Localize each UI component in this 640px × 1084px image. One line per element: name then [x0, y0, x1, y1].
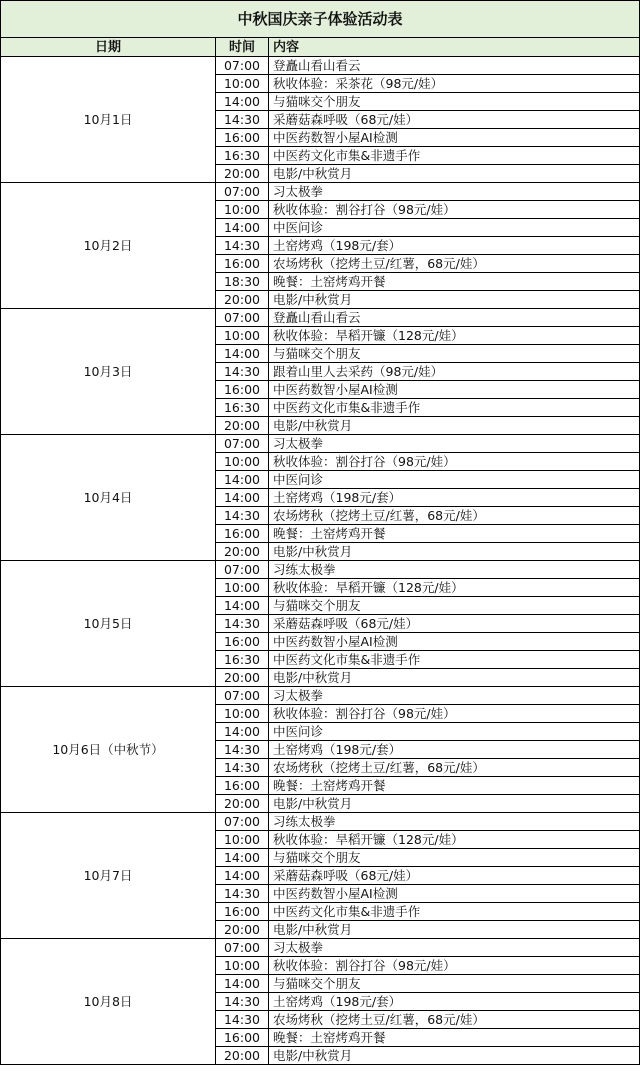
content-cell: 与猫咪交个朋友 — [269, 345, 640, 363]
time-cell: 14:30 — [216, 885, 269, 903]
content-cell: 中医药文化市集&非遗手作 — [269, 903, 640, 921]
time-cell: 14:30 — [216, 507, 269, 525]
time-cell: 14:00 — [216, 867, 269, 885]
time-cell: 16:30 — [216, 147, 269, 165]
header-content: 内容 — [269, 38, 640, 57]
time-cell: 14:00 — [216, 219, 269, 237]
content-cell: 采蘑菇森呼吸（68元/娃） — [269, 615, 640, 633]
time-cell: 14:00 — [216, 975, 269, 993]
table-row — [1, 687, 640, 705]
content-cell: 晚餐：土窑烤鸡开餐 — [269, 525, 640, 543]
time-cell: 20:00 — [216, 543, 269, 561]
time-cell: 14:30 — [216, 1011, 269, 1029]
content-cell: 农场烤秋（挖烤土豆/红薯，68元/娃） — [269, 759, 640, 777]
content-cell: 与猫咪交个朋友 — [269, 849, 640, 867]
time-cell: 16:00 — [216, 381, 269, 399]
content-cell: 农场烤秋（挖烤土豆/红薯，68元/娃） — [269, 1011, 640, 1029]
content-cell: 习太极拳 — [269, 183, 640, 201]
time-cell: 16:00 — [216, 777, 269, 795]
time-cell: 14:00 — [216, 723, 269, 741]
time-cell: 07:00 — [216, 183, 269, 201]
time-cell: 16:30 — [216, 651, 269, 669]
date-cell: 10月1日 — [1, 57, 216, 183]
time-cell: 16:00 — [216, 525, 269, 543]
date-cell: 10月3日 — [1, 309, 216, 435]
time-cell: 20:00 — [216, 291, 269, 309]
content-cell: 土窑烤鸡（198元/套） — [269, 489, 640, 507]
content-cell: 习练太极拳 — [269, 813, 640, 831]
content-cell: 农场烤秋（挖烤土豆/红薯，68元/娃） — [269, 507, 640, 525]
content-cell: 习太极拳 — [269, 435, 640, 453]
time-cell: 10:00 — [216, 201, 269, 219]
time-cell: 14:00 — [216, 93, 269, 111]
content-cell: 电影/中秋赏月 — [269, 921, 640, 939]
time-cell: 14:30 — [216, 741, 269, 759]
time-cell: 10:00 — [216, 75, 269, 93]
time-cell: 07:00 — [216, 939, 269, 957]
content-cell: 跟着山里人去采药（98元/娃） — [269, 363, 640, 381]
table-title: 中秋国庆亲子体验活动表 — [1, 1, 640, 38]
content-cell: 中医问诊 — [269, 219, 640, 237]
content-cell: 秋收体验：采茶花（98元/娃） — [269, 75, 640, 93]
content-cell: 中医药文化市集&非遗手作 — [269, 399, 640, 417]
content-cell: 中医药数智小屋AI检测 — [269, 633, 640, 651]
time-cell: 14:00 — [216, 489, 269, 507]
table-row — [1, 813, 640, 831]
table-row — [1, 435, 640, 453]
date-cell: 10月5日 — [1, 561, 216, 687]
header-time: 时间 — [216, 38, 269, 57]
time-cell: 14:00 — [216, 597, 269, 615]
content-cell: 晚餐：土窑烤鸡开餐 — [269, 777, 640, 795]
content-cell: 中医问诊 — [269, 471, 640, 489]
content-cell: 中医药数智小屋AI检测 — [269, 885, 640, 903]
time-cell: 10:00 — [216, 831, 269, 849]
time-cell: 20:00 — [216, 1047, 269, 1065]
schedule-body — [1, 57, 640, 1065]
content-cell: 秋收体验：割谷打谷（98元/娃） — [269, 705, 640, 723]
content-cell: 电影/中秋赏月 — [269, 795, 640, 813]
content-cell: 秋收体验：旱稻开镰（128元/娃） — [269, 579, 640, 597]
date-cell: 10月7日 — [1, 813, 216, 939]
time-cell: 16:00 — [216, 1029, 269, 1047]
content-cell: 采蘑菇森呼吸（68元/娃） — [269, 867, 640, 885]
content-cell: 电影/中秋赏月 — [269, 417, 640, 435]
content-cell: 习太极拳 — [269, 939, 640, 957]
content-cell: 秋收体验：旱稻开镰（128元/娃） — [269, 327, 640, 345]
content-cell: 土窑烤鸡（198元/套） — [269, 993, 640, 1011]
time-cell: 10:00 — [216, 327, 269, 345]
time-cell: 16:00 — [216, 633, 269, 651]
content-cell: 电影/中秋赏月 — [269, 543, 640, 561]
header-row — [1, 38, 640, 57]
time-cell: 10:00 — [216, 579, 269, 597]
content-cell: 晚餐：土窑烤鸡开餐 — [269, 1029, 640, 1047]
time-cell: 14:30 — [216, 615, 269, 633]
header-date: 日期 — [1, 38, 216, 57]
content-cell: 电影/中秋赏月 — [269, 1047, 640, 1065]
time-cell: 14:30 — [216, 993, 269, 1011]
content-cell: 秋收体验：旱稻开镰（128元/娃） — [269, 831, 640, 849]
content-cell: 中医药文化市集&非遗手作 — [269, 147, 640, 165]
content-cell: 土窑烤鸡（198元/套） — [269, 741, 640, 759]
time-cell: 07:00 — [216, 435, 269, 453]
time-cell: 07:00 — [216, 57, 269, 75]
date-cell: 10月6日（中秋节） — [1, 687, 216, 813]
table-row — [1, 939, 640, 957]
time-cell: 07:00 — [216, 687, 269, 705]
content-cell: 中医药数智小屋AI检测 — [269, 381, 640, 399]
content-cell: 习练太极拳 — [269, 561, 640, 579]
table-row — [1, 183, 640, 201]
content-cell: 采蘑菇森呼吸（68元/娃） — [269, 111, 640, 129]
content-cell: 土窑烤鸡（198元/套） — [269, 237, 640, 255]
content-cell: 电影/中秋赏月 — [269, 669, 640, 687]
table-row — [1, 57, 640, 75]
time-cell: 14:30 — [216, 237, 269, 255]
content-cell: 电影/中秋赏月 — [269, 165, 640, 183]
content-cell: 与猫咪交个朋友 — [269, 975, 640, 993]
time-cell: 16:30 — [216, 399, 269, 417]
time-cell: 20:00 — [216, 417, 269, 435]
time-cell: 14:30 — [216, 759, 269, 777]
date-cell: 10月2日 — [1, 183, 216, 309]
time-cell: 10:00 — [216, 957, 269, 975]
time-cell: 07:00 — [216, 813, 269, 831]
time-cell: 10:00 — [216, 453, 269, 471]
time-cell: 20:00 — [216, 165, 269, 183]
time-cell: 10:00 — [216, 705, 269, 723]
content-cell: 秋收体验：割谷打谷（98元/娃） — [269, 201, 640, 219]
time-cell: 18:30 — [216, 273, 269, 291]
date-cell: 10月4日 — [1, 435, 216, 561]
time-cell: 14:00 — [216, 471, 269, 489]
content-cell: 中医药文化市集&非遗手作 — [269, 651, 640, 669]
time-cell: 20:00 — [216, 795, 269, 813]
time-cell: 20:00 — [216, 921, 269, 939]
content-cell: 习太极拳 — [269, 687, 640, 705]
table-row — [1, 309, 640, 327]
content-cell: 登矗山看山看云 — [269, 57, 640, 75]
content-cell: 与猫咪交个朋友 — [269, 597, 640, 615]
content-cell: 晚餐：土窑烤鸡开餐 — [269, 273, 640, 291]
time-cell: 16:00 — [216, 129, 269, 147]
content-cell: 秋收体验：割谷打谷（98元/娃） — [269, 453, 640, 471]
time-cell: 14:30 — [216, 363, 269, 381]
content-cell: 登矗山看山看云 — [269, 309, 640, 327]
time-cell: 14:30 — [216, 111, 269, 129]
content-cell: 电影/中秋赏月 — [269, 291, 640, 309]
time-cell: 20:00 — [216, 669, 269, 687]
date-cell: 10月8日 — [1, 939, 216, 1065]
time-cell: 14:00 — [216, 849, 269, 867]
time-cell: 16:00 — [216, 903, 269, 921]
table-row — [1, 561, 640, 579]
content-cell: 中医问诊 — [269, 723, 640, 741]
content-cell: 农场烤秋（挖烤土豆/红薯，68元/娃） — [269, 255, 640, 273]
content-cell: 秋收体验：割谷打谷（98元/娃） — [269, 957, 640, 975]
content-cell: 与猫咪交个朋友 — [269, 93, 640, 111]
time-cell: 14:00 — [216, 345, 269, 363]
time-cell: 16:00 — [216, 255, 269, 273]
content-cell: 中医药数智小屋AI检测 — [269, 129, 640, 147]
time-cell: 07:00 — [216, 561, 269, 579]
time-cell: 07:00 — [216, 309, 269, 327]
